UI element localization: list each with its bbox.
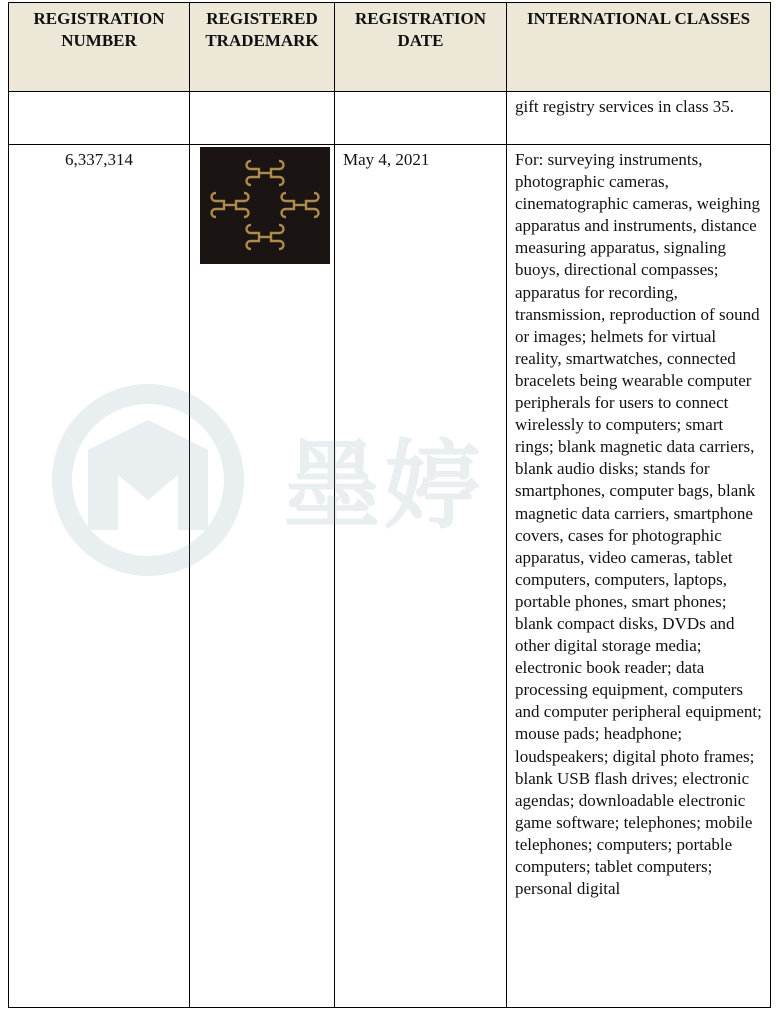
table-row	[9, 145, 771, 1008]
table-row	[9, 92, 771, 145]
header-registered-trademark: REGISTERED TRADEMARK	[190, 3, 335, 92]
registration-number-cell	[9, 92, 190, 145]
table-header-row	[9, 3, 771, 92]
header-registration-date: REGISTRATION DATE	[335, 3, 507, 92]
registration-number-cell: 6,337,314	[9, 145, 190, 1008]
trademark-cell	[190, 145, 335, 1008]
trademark-cell	[190, 92, 335, 145]
registration-date-cell: May 4, 2021	[335, 145, 507, 1008]
international-classes-cell: gift registry services in class 35.	[507, 92, 771, 145]
watermark-text: 墨婷	[284, 430, 484, 542]
trademark-registration-table	[8, 2, 771, 1008]
registration-date-cell	[335, 92, 507, 145]
header-registration-number: REGISTRATION NUMBER	[9, 3, 190, 92]
header-international-classes: INTERNATIONAL CLASSES	[507, 3, 771, 92]
trademark-logo-image	[200, 147, 330, 264]
international-classes-cell: For: surveying instruments, photographic cameras, cinematographic cameras, weighing apparatus and instruments, distance measuring apparatus, signaling buoys, directional compasses; apparatus for recording, transmission, reproduction of sound or images; helmets for virtual reality, smartwatches, connected bracelets being wearable computer peripherals for users to connect wirelessly to computers; smart rings; blank magnetic data carriers, blank audio disks; stands for smartphones, computer bags, blank magnetic data carriers, smartphone covers, cases for photographic apparatus, video cameras, tablet computers, computers, laptops, portable phones, smart phones; blank compact disks, DVDs and other digital storage media; electronic book reader; data processing equipment, computers and computer peripheral equipment; mouse pads; headphone; loudspeakers; digital photo frames; blank USB flash drives; electronic agendas; downloadable electronic game software; telephones; mobile telephones; computers; portable computers; tablet computers; personal digital	[507, 145, 771, 1008]
